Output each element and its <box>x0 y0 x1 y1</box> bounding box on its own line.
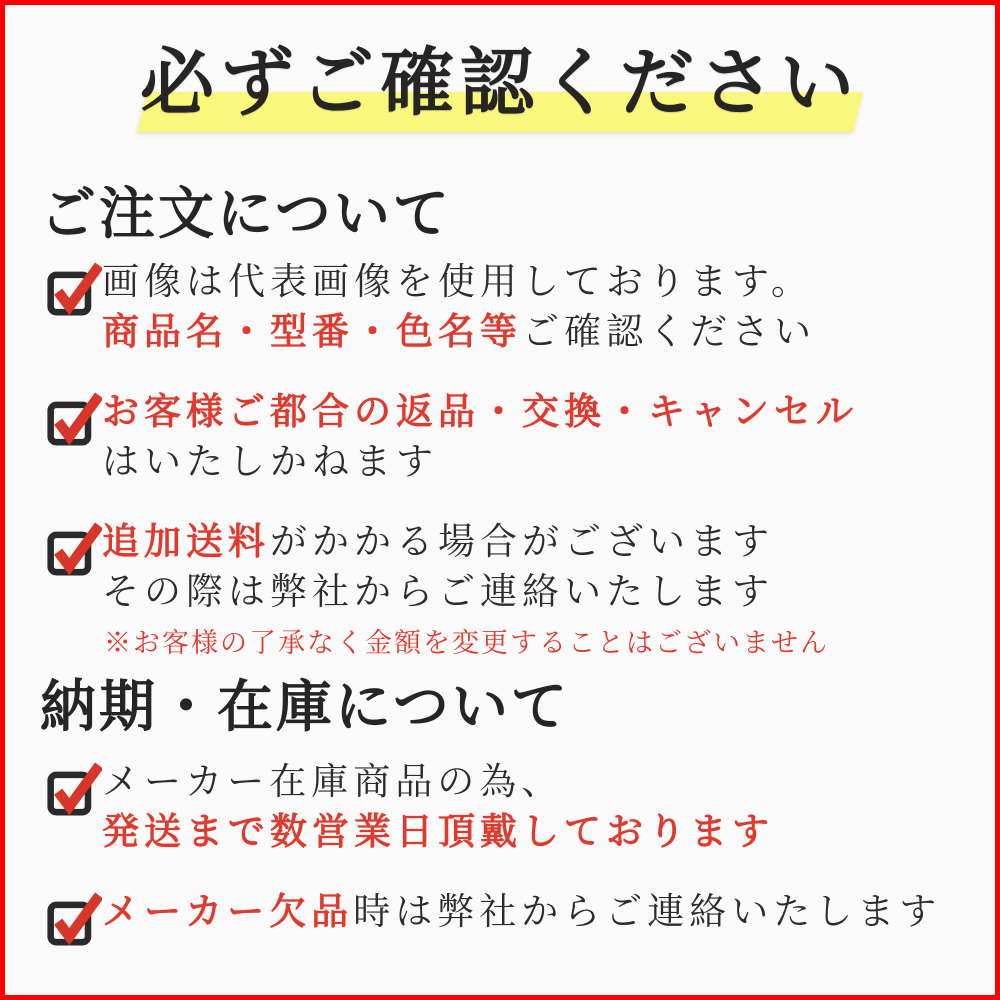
item-text: がかかる場合がございます <box>270 522 774 563</box>
checkbox-checked-icon <box>46 518 102 576</box>
item-text: 画像は代表画像を使用しております。 <box>102 262 814 303</box>
page-title-text: 必ずご確認ください <box>140 43 860 125</box>
item-text: ご確認ください <box>522 312 816 353</box>
list-item-out-of-stock <box>46 888 941 946</box>
item-text: メーカー在庫商品の為、 <box>102 762 564 803</box>
list-item-image-notice <box>46 258 816 358</box>
section-heading-stock: 納期・在庫について <box>40 677 570 739</box>
list-item-returns <box>46 388 858 488</box>
item-text: 時は弊社からご連絡いたします <box>353 892 942 933</box>
list-item-shipping-fee <box>46 518 829 664</box>
item-text: その際は弊社からご連絡いたします <box>102 572 774 613</box>
item-text-emphasis: 追加送料 <box>102 522 270 563</box>
checkbox-checked-icon <box>46 258 102 316</box>
item-text: はいたしかねます <box>102 442 438 483</box>
item-text-emphasis: 商品名・型番・色名等 <box>102 312 522 353</box>
list-item-stock-lead-time <box>46 758 774 858</box>
checkbox-checked-icon <box>46 758 102 816</box>
item-text-emphasis: お客様ご都合の返品・交換・キャンセル <box>102 392 858 433</box>
section-heading-order: ご注文について <box>40 184 452 246</box>
checkbox-checked-icon <box>46 388 102 446</box>
item-text-emphasis: メーカー欠品 <box>102 892 354 933</box>
item-footnote: ※お客様の了承なく金額を変更することはございません <box>104 628 829 658</box>
item-text-emphasis: 発送まで数営業日頂戴しております <box>102 812 774 853</box>
checkbox-checked-icon <box>46 888 102 946</box>
page-title <box>0 36 1000 132</box>
